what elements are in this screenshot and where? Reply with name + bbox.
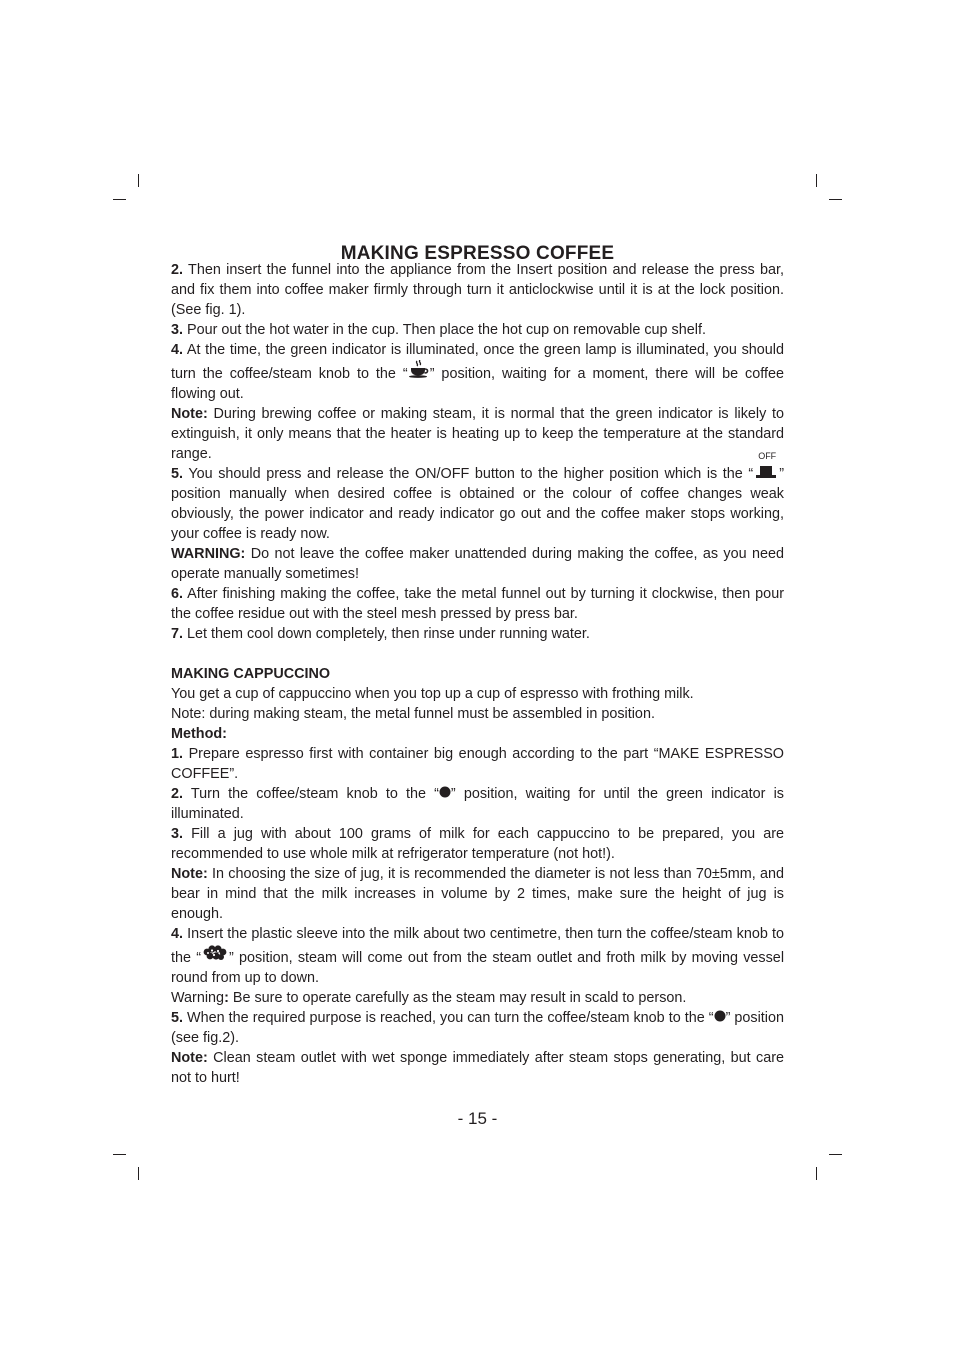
method-step-4: 4. Insert the plastic sleeve into the milk about two centimetre, then turn the coffee/steam knob to the “ ” position, steam will come out from the steam outlet and froth milk by moving vessel round from up to down. xyxy=(171,926,785,986)
warning-unattended: WARNING: Do not leave the coffee maker unattended during making the coffee, as you need operate manually sometimes! xyxy=(171,546,785,582)
note-brewing: Note: During brewing coffee or making steam, it is normal that the green indicator is likely to extinguish, it only means that the heater is heating up to keep the temperature at the standard range. xyxy=(171,406,784,462)
cappuccino-note: Note: during making steam, the metal funnel must be assembled in position. xyxy=(171,706,655,722)
step-6: 6. After finishing making the coffee, take the metal funnel out by turning it clockwise, then pour the coffee residue out with the steel mesh pressed by press bar. xyxy=(171,586,784,622)
page-number: - 15 - xyxy=(457,1109,498,1128)
step-7: 7. Let them cool down completely, then rinse under running water. xyxy=(171,626,590,642)
warning-scald: Warning: Be sure to operate carefully as the steam may result in scald to person. xyxy=(171,990,687,1006)
manual-body xyxy=(171,260,784,1088)
filled-circle-icon xyxy=(439,786,451,798)
off-position-icon: OFF xyxy=(753,465,779,479)
crop-mark xyxy=(138,174,139,187)
cappuccino-intro: You get a cup of cappuccino when you top up a cup of espresso with frothing milk. xyxy=(171,686,694,702)
method-step-1: 1. Prepare espresso first with container big enough according to the part “MAKE ESPRESSO COFFEE”. xyxy=(171,746,784,782)
method-label: Method: xyxy=(171,726,227,742)
method-step-5: 5. When the required purpose is reached, you can turn the coffee/steam knob to the “ ” position (see fig.2). xyxy=(171,1010,784,1046)
page-title: MAKING ESPRESSO COFFEE xyxy=(340,242,615,264)
note-jug-size: Note: In choosing the size of jug, it is recommended the diameter is not less than 70±5mm, and bear in mind that the milk increases in volume by 2 times, make sure the height of jug is enough. xyxy=(171,866,784,922)
crop-mark xyxy=(138,1167,139,1180)
step-3: 3. Pour out the hot water in the cup. Then place the hot cup on removable cup shelf. xyxy=(171,322,706,338)
coffee-cup-icon xyxy=(408,360,430,378)
steam-icon xyxy=(201,944,229,962)
filled-circle-icon xyxy=(714,1010,726,1022)
crop-mark xyxy=(829,199,842,200)
method-step-2: 2. Turn the coffee/steam knob to the “ ” position, waiting for until the green indicator is illuminated. xyxy=(171,786,784,822)
crop-mark xyxy=(816,174,817,187)
method-step-3: 3. Fill a jug with about 100 grams of milk for each cappuccino to be prepared, you are recommended to use whole milk at refrigerator temperature (not hot!). xyxy=(171,826,784,862)
crop-mark xyxy=(113,199,126,200)
step-5: 5. You should press and release the ON/OFF button to the higher position which is the “ OFF ” position manually when desired coffee is obtained or the colour of coffee changes weak obviously, the power indicator and ready indicator go out and the coffee maker stops working, your coffee is ready now. xyxy=(171,451,784,542)
step-4: 4. At the time, the green indicator is illuminated, once the green lamp is illuminated, you should turn the coffee/steam knob to the “ ” position, waiting for a moment, there will be coffee flowing out. xyxy=(171,342,784,402)
note-clean-outlet: Note: Clean steam outlet with wet sponge immediately after steam stops generating, but care not to hurt! xyxy=(171,1050,784,1086)
crop-mark xyxy=(113,1154,126,1155)
section-heading-cappuccino: MAKING CAPPUCCINO xyxy=(171,666,331,682)
crop-mark xyxy=(829,1154,842,1155)
crop-mark xyxy=(816,1167,817,1180)
step-2: 2. Then insert the funnel into the appliance from the Insert position and release the press bar, and fix them into coffee maker firmly through turn it anticlockwise until it is at the lock position.(See fig. 1). xyxy=(171,262,784,318)
